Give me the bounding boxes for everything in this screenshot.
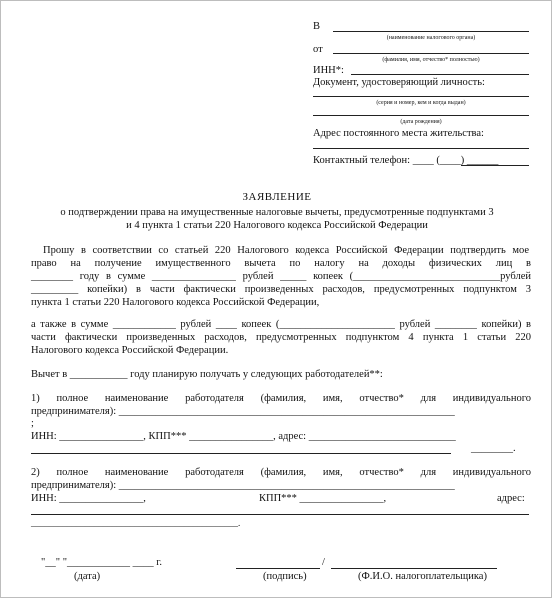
paragraph-1-line-3: ________ году в сумме ________________ рублей _____ копеек (____________________________рублей bbox=[31, 271, 531, 282]
address-label: Адрес постоянного места жительства: bbox=[313, 128, 484, 139]
employer-1-semicolon: ; bbox=[31, 418, 34, 429]
to-line bbox=[333, 31, 529, 32]
employer-2-address-line bbox=[31, 514, 529, 515]
document-subtitle-line-1: о подтверждении права на имущественные налоговые вычеты, предусмотренные подпунктами 3 bbox=[60, 207, 494, 218]
document-title: ЗАЯВЛЕНИЕ bbox=[242, 191, 312, 203]
to-caption: (наименование налогового органа) bbox=[386, 35, 476, 41]
deduction-year-line: Вычет в ___________ году планирую получать у следующих работодателей**: bbox=[31, 369, 383, 380]
id-document-line bbox=[313, 96, 529, 97]
paragraph-1-line-5: пункта 1 статьи 220 Налогового кодекса Российской Федерации, bbox=[31, 297, 320, 308]
paragraph-2-line-1: а также в сумме ____________ рублей ____ копеек (______________________ рублей ________ копейки) в bbox=[31, 319, 531, 330]
employer-2-line-1: 2) полное наименование работодателя (фамилия, имя, отчество* для индивидуального bbox=[31, 467, 531, 478]
employer-1-line-1: 1) полное наименование работодателя (фамилия, имя, отчество* для индивидуального bbox=[31, 393, 531, 404]
paragraph-2-line-2: части фактически произведенных расходов, предусмотренных подпунктом 4 пункта 1 статьи 220 bbox=[31, 332, 531, 343]
paragraph-1-line-2: право на получение имущественного вычета по налогу на доходы физических лиц в bbox=[31, 258, 531, 269]
signature-line bbox=[236, 568, 320, 569]
employer-1-line-2: предпринимателя): ________________________________________________________________ bbox=[31, 406, 455, 417]
document-subtitle-line-2: и 4 пункта 1 статьи 220 Налогового кодекса Российской Федерации bbox=[126, 220, 428, 231]
date-caption: (дата) bbox=[74, 571, 101, 582]
series-caption: (серия и номер, кем и когда выдан) bbox=[376, 100, 466, 106]
inn-label: ИНН*: bbox=[313, 65, 344, 76]
birth-line bbox=[313, 115, 529, 116]
employer-2-end: ______________________________________________. bbox=[31, 518, 241, 528]
phone-label: Контактный телефон: ____ (____) ______ bbox=[313, 155, 499, 166]
employer-1-end: ________. bbox=[471, 443, 516, 454]
date-field: "__" "____________ ____ г. bbox=[41, 557, 162, 568]
employer-1-inn-kpp-address: ИНН: ________________, КПП*** ________________, адрес: ____________________________ bbox=[31, 431, 456, 442]
fio-line bbox=[331, 568, 497, 569]
to-prefix: В bbox=[313, 21, 321, 32]
birth-caption: (дата рождения) bbox=[400, 119, 442, 125]
id-document-label: Документ, удостоверяющий личность: bbox=[313, 77, 485, 88]
address-line bbox=[313, 148, 529, 149]
employer-2-address-label: адрес: bbox=[497, 493, 525, 504]
employer-2-kpp: КПП*** ________________, bbox=[259, 493, 387, 504]
phone-line bbox=[461, 165, 529, 166]
signature-caption: (подпись) bbox=[263, 571, 307, 582]
inn-line bbox=[351, 74, 529, 75]
from-prefix: от bbox=[313, 44, 323, 55]
fio-caption: (Ф.И.О. налогоплательщика) bbox=[358, 571, 487, 582]
signature-slash: / bbox=[322, 557, 325, 568]
paragraph-1-line-1: Прошу в соответствии со статьей 220 Налогового кодекса Российской Федерации подтвердить мое bbox=[43, 245, 529, 256]
paragraph-1-line-4: _________ копейки) в части фактически произведенных расходов, предусмотренных подпунктом 3 bbox=[31, 284, 531, 295]
paragraph-2-line-3: Налогового кодекса Российской Федерации. bbox=[31, 345, 229, 356]
from-line bbox=[333, 53, 529, 54]
employer-2-line-2: предпринимателя): ________________________________________________________________ bbox=[31, 480, 455, 491]
employer-2-inn: ИНН: ________________, bbox=[31, 493, 146, 504]
from-caption: (фамилия, имя, отчество* полностью) bbox=[382, 57, 480, 63]
employer-1-extra-line bbox=[31, 453, 451, 454]
